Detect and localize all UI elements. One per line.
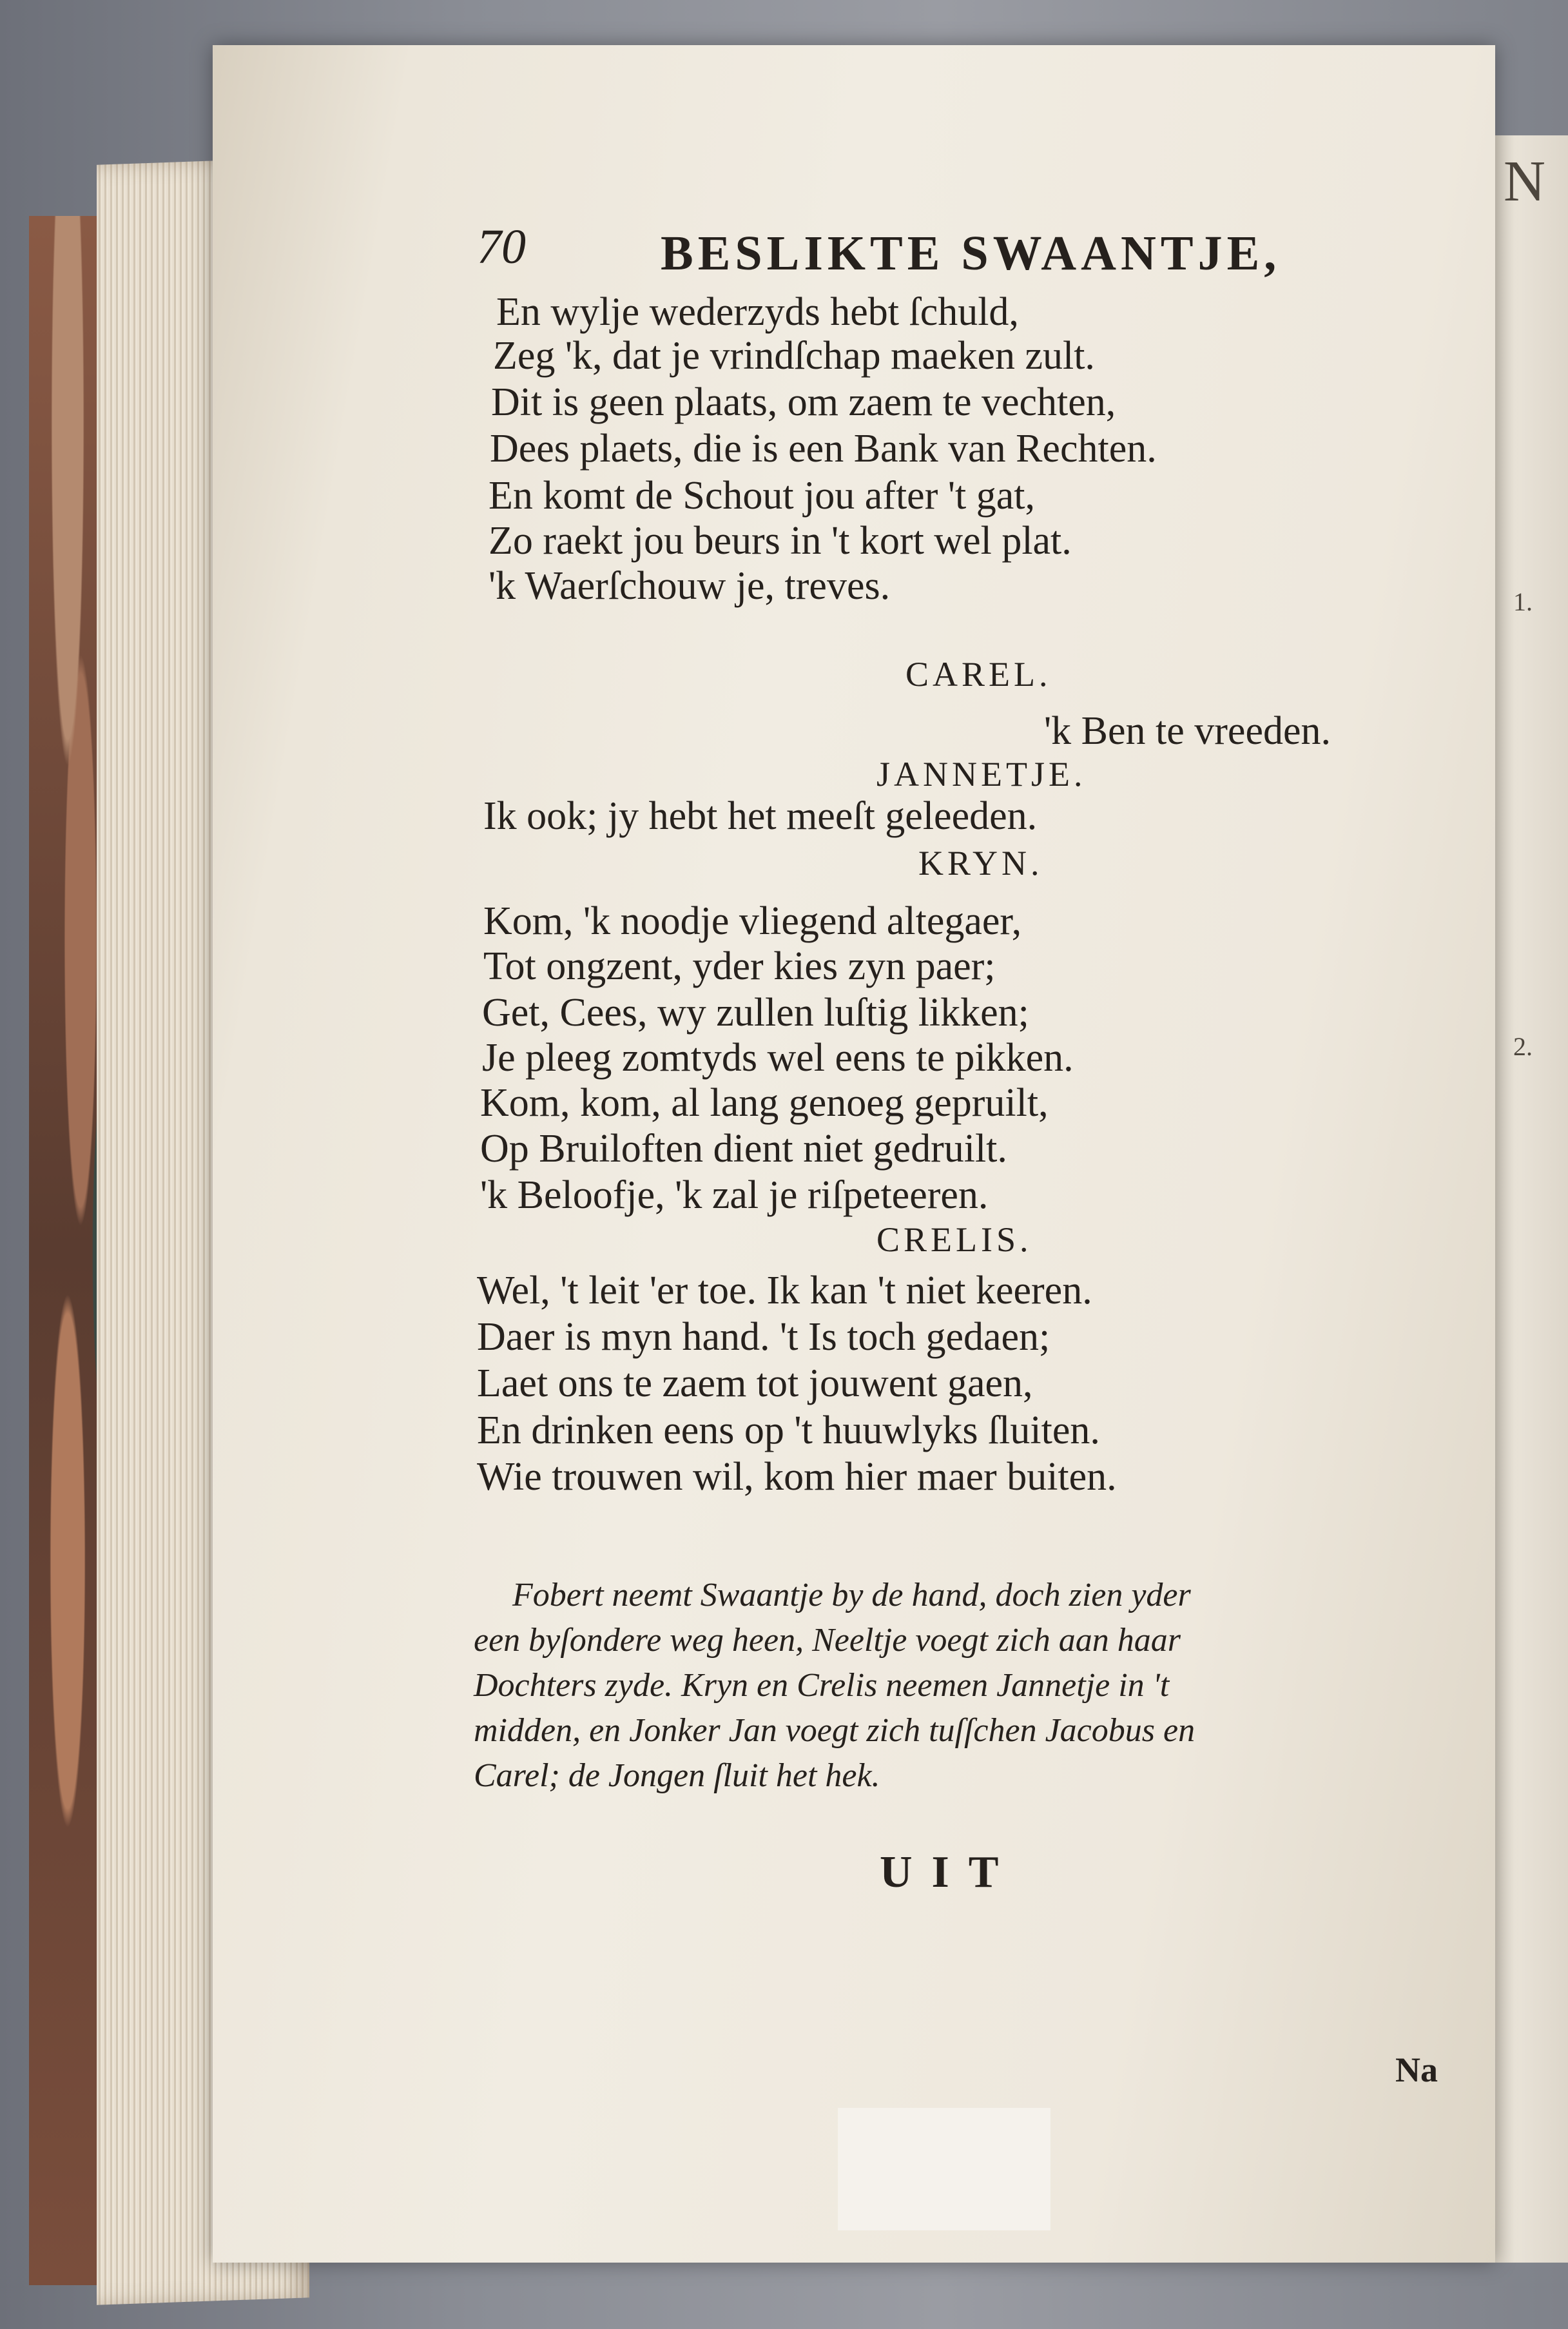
catchword: Na: [1395, 2051, 1438, 2089]
stage-direction: [474, 1573, 1460, 1798]
stage-direction-line: Dochters zyde. Kryn en Crelis neemen Jannetje in 't: [474, 1667, 1170, 1704]
verse-line: Get, Cees, wy zullen luſtig likken;: [482, 991, 1029, 1035]
verse-line: Daer is myn hand. 't Is toch gedaen;: [477, 1315, 1050, 1359]
speaker-name: CAREL.: [905, 655, 1052, 694]
verse-line: Zeg 'k, dat je vrindſchap maeken zult.: [493, 334, 1095, 378]
facing-page-fragment: 2.: [1513, 1032, 1533, 1061]
speaker-name: CRELIS.: [876, 1220, 1032, 1259]
facing-page-fragment: N: [1504, 150, 1545, 213]
verse-line: Wie trouwen wil, kom hier maer buiten.: [477, 1455, 1117, 1499]
verse-line: Op Bruiloften dient niet gedruilt.: [480, 1127, 1007, 1171]
stage-direction-line: een byſondere weg heen, Neeltje voegt zich aan haar: [474, 1622, 1181, 1659]
verse-line: Dit is geen plaats, om zaem te vechten,: [491, 380, 1116, 424]
speaker-name: JANNETJE.: [876, 755, 1087, 794]
paper-patch: [838, 2108, 1050, 2230]
running-title: BESLIKTE SWAANTJE,: [661, 226, 1281, 280]
speaker-name: KRYN.: [918, 844, 1043, 882]
verse-line: Kom, kom, al lang genoeg gepruilt,: [480, 1081, 1049, 1125]
verse-line: 'k Ben te vreeden.: [1044, 709, 1331, 753]
verse-line: Wel, 't leit 'er toe. Ik kan 't niet keeren.: [477, 1269, 1092, 1312]
stage-direction-line: midden, en Jonker Jan voegt zich tuſſchen Jacobus en: [474, 1712, 1195, 1749]
page-number: 70: [477, 220, 526, 274]
verse-line: Kom, 'k noodje vliegend altegaer,: [483, 899, 1022, 943]
verse-line: Laet ons te zaem tot jouwent gaen,: [477, 1361, 1033, 1405]
verse-line: 'k Beloofje, 'k zal je riſpeteeren.: [480, 1173, 989, 1217]
stage-direction-line: Carel; de Jongen ſluit het hek.: [474, 1757, 880, 1794]
verse-line: Ik ook; jy hebt het meeſt geleeden.: [483, 794, 1038, 838]
verse-line: En komt de Schout jou after 't gat,: [489, 474, 1035, 518]
verse-line: Je pleeg zomtyds wel eens te pikken.: [482, 1036, 1074, 1080]
verse-line: Zo raekt jou beurs in 't kort wel plat.: [489, 519, 1072, 563]
verse-line: En wylje wederzyds hebt ſchuld,: [496, 290, 1019, 334]
stage-direction-line: Fobert neemt Swaantje by de hand, doch zien yder: [512, 1577, 1191, 1613]
end-word: UIT: [880, 1847, 1018, 1897]
facing-page-fragment: 1.: [1513, 587, 1533, 616]
verse-line: En drinken eens op 't huuwlyks ſluiten.: [477, 1408, 1100, 1452]
verse-line: Dees plaets, die is een Bank van Rechten.: [490, 427, 1157, 471]
verse-line: 'k Waerſchouw je, treves.: [489, 564, 891, 608]
verse-line: Tot ongzent, yder kies zyn paer;: [483, 944, 996, 988]
